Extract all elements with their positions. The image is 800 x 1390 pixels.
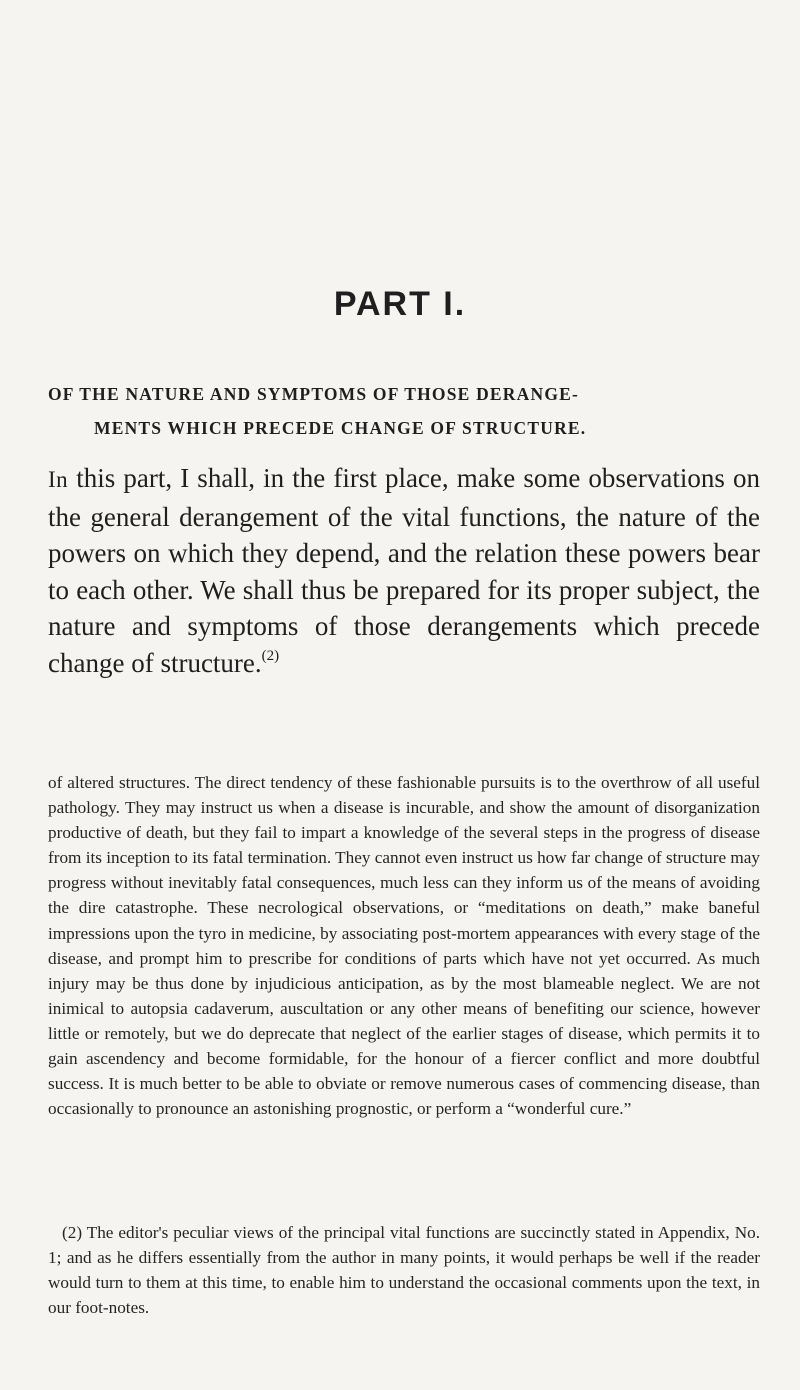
body-paragraph [48,460,760,681]
footnote-2: (2) The editor's peculiar views of the principal vital functions are succinctly stated in Appendix, No. 1; and as he differs essentially from the author in many points, it would perhaps be well if the reader would turn to them at this time, to enable him to understand the occasional comments upon the text, in our foot-notes. [48,1223,760,1318]
drop-initial-word: In [48,467,69,492]
chapter-title-line-2: MENTS WHICH PRECEDE CHANGE OF STRUCTURE. [94,418,587,438]
chapter-title [48,377,768,445]
footnote-continued: of altered structures. The direct tendency of these fashionable pursuits is to the overthrow of all useful pathology. They may instruct us when a disease is incurable, and show the amount of disorganization productive of death, but they fail to impart a knowledge of the several steps in the progress of disease from its inception to its fatal termination. They cannot even instruct us how far change of structure may progress without inevitably fatal consequences, much less can they inform us of the means of avoiding the dire catastrophe. These necrological observations, or “meditations on death,” make baneful impressions upon the tyro in medicine, by associating post-mortem appearances with every stage of the disease, and prompt him to prescribe for conditions of parts which have not yet occurred. As much injury may be thus done by injudicious anticipation, as by the most blameable neglect. We are not inimical to autopsia cadaverum, auscultation or any other means of benefiting our science, however little or remotely, but we do deprecate that neglect of the earlier stages of disease, which permits it to gain ascendency and become formidable, for the honour of a fiercer conflict and more doubtful success. It is much better to be able to obviate or remove numerous cases of commencing disease, than occasionally to pronounce an astonishing prognostic, or perform a “wonderful cure.” [48,773,760,1119]
part-heading: PART I. [333,285,467,323]
chapter-title-line-1: OF THE NATURE AND SYMPTOMS OF THOSE DERANGE- [48,384,580,404]
footnote-reference: (2) [261,647,280,664]
body-paragraph-text: this part, I shall, in the first place, make some observations on the general derangement of the vital functions, the nature of the powers on which they depend, and the relation these powers bear to each other. We shall thus be prepared for its proper subject, the nature and symptoms of those derangements which precede change of structure. [48,463,760,678]
